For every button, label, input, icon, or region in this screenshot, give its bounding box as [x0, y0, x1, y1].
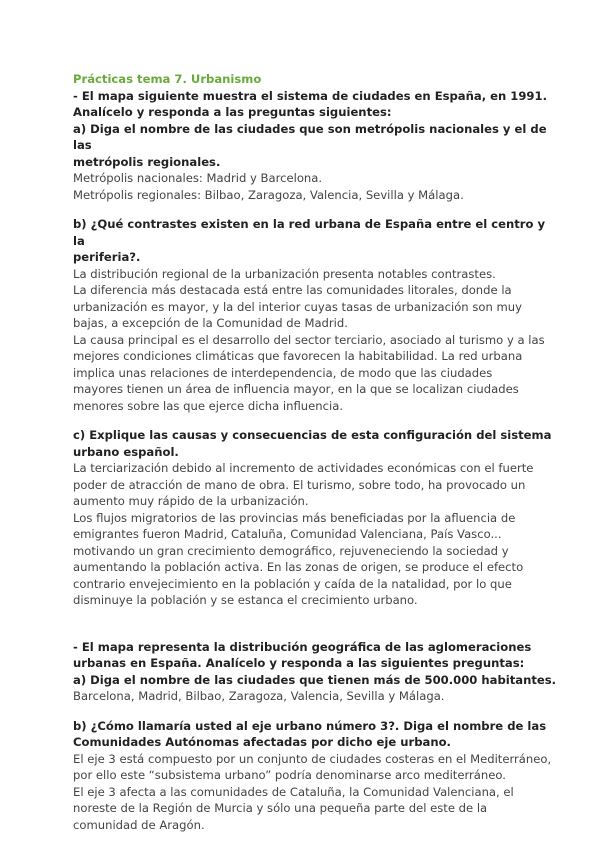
document-title: Prácticas tema 7. Urbanismo	[73, 72, 262, 86]
answer-line: motivando un gran crecimiento demográfico, rejuveneciendo la sociedad y	[73, 543, 509, 558]
intro-line: - El mapa siguiente muestra el sistema de ciudades en España, en 1991.	[73, 88, 547, 103]
answer-line: La causa principal es el desarrollo del sector terciario, asociado al turismo y a las	[73, 332, 545, 347]
question-line: b) ¿Cómo llamaría usted al eje urbano número 3?. Diga el nombre de las	[73, 718, 547, 733]
question-c	[73, 427, 560, 609]
answer-line: emigrantes fueron Madrid, Cataluña, Comunidad Valenciana, País Vasco...	[73, 527, 502, 541]
answer-line: mayores tienen un área de influencia mayor, en la que se localizan ciudades	[73, 382, 519, 396]
intro-line: urbanas en España. Analícelo y responda a las siguientes preguntas:	[73, 656, 525, 670]
question-b	[73, 216, 560, 414]
answer-line: aumentando la población activa. En las zonas de origen, se produce el efecto	[73, 560, 524, 574]
question-line: a) Diga el nombre de las ciudades que son metrópolis nacionales y el de las	[73, 121, 547, 152]
section-2	[73, 639, 560, 834]
question-line: metrópolis regionales.	[73, 154, 221, 169]
answer-line: bajas, a excepción de la Comunidad de Madrid.	[73, 316, 348, 330]
answer-line: disminuye la población y se estanca el crecimiento urbano.	[73, 593, 418, 607]
answer-line: noreste de la Región de Murcia y sólo una pequeña parte del este de la	[73, 801, 488, 815]
question-line: a) Diga el nombre de las ciudades que tienen más de 500.000 habitantes.	[73, 672, 557, 687]
answer-line: implica unas relaciones de interdependencia, de modo que las ciudades	[73, 365, 493, 380]
question-line: urbano español.	[73, 444, 179, 459]
answer-line: Barcelona, Madrid, Bilbao, Zaragoza, Valencia, Sevilla y Málaga.	[73, 689, 445, 703]
question-a	[73, 121, 560, 204]
answer-line: poder de atracción de mano de obra. El turismo, sobre todo, ha provocado un	[73, 477, 526, 492]
answer-line: menores sobre las que ejerce dicha influencia.	[73, 398, 344, 413]
answer-line: comunidad de Aragón.	[73, 817, 205, 832]
intro-line: - El mapa representa la distribución geográfica de las aglomeraciones	[73, 639, 532, 654]
answer-line: La diferencia más destacada está entre las comunidades litorales, donde la	[73, 283, 512, 297]
section-2-intro	[73, 639, 560, 672]
section-1	[73, 88, 560, 609]
section-1-intro	[73, 88, 560, 121]
answer-line: urbanización es mayor, y la del interior cuyas tasas de urbanización son muy	[73, 299, 522, 314]
answer-line: El eje 3 afecta a las comunidades de Cataluña, la Comunidad Valenciana, el	[73, 784, 514, 799]
answer-line: La distribución regional de la urbanización presenta notables contrastes.	[73, 266, 496, 281]
question-a	[73, 672, 560, 705]
question-b	[73, 718, 560, 834]
question-line: b) ¿Qué contrastes existen en la red urbana de España entre el centro y la	[73, 217, 546, 248]
answer-line: contrario envejecimiento en la población y caída de la natalidad, por lo que	[73, 576, 512, 591]
answer-line: Metrópolis regionales: Bilbao, Zaragoza, Valencia, Sevilla y Málaga.	[73, 187, 464, 202]
answer-line: La terciarización debido al incremento de actividades económicas con el fuerte	[73, 461, 534, 475]
answer-line: Los flujos migratorios de las provincias más beneficiadas por la afluencia de	[73, 510, 516, 525]
answer-line: Metrópolis nacionales: Madrid y Barcelona.	[73, 171, 323, 185]
answer-line: El eje 3 está compuesto por un conjunto de ciudades costeras en el Mediterráneo,	[73, 751, 552, 766]
intro-line: Analícelo y responda a las preguntas siguientes:	[73, 105, 392, 119]
question-line: periferia?.	[73, 250, 141, 264]
question-line: Comunidades Autónomas afectadas por dicho eje urbano.	[73, 735, 451, 749]
answer-line: mejores condiciones climáticas que favorecen la habitabilidad. La red urbana	[73, 349, 523, 363]
answer-line: por ello este “subsistema urbano” podría denominarse arco mediterráneo.	[73, 768, 506, 782]
answer-line: aumento muy rápido de la urbanización.	[73, 494, 309, 508]
question-line: c) Explique las causas y consecuencias de esta configuración del sistema	[73, 428, 552, 442]
